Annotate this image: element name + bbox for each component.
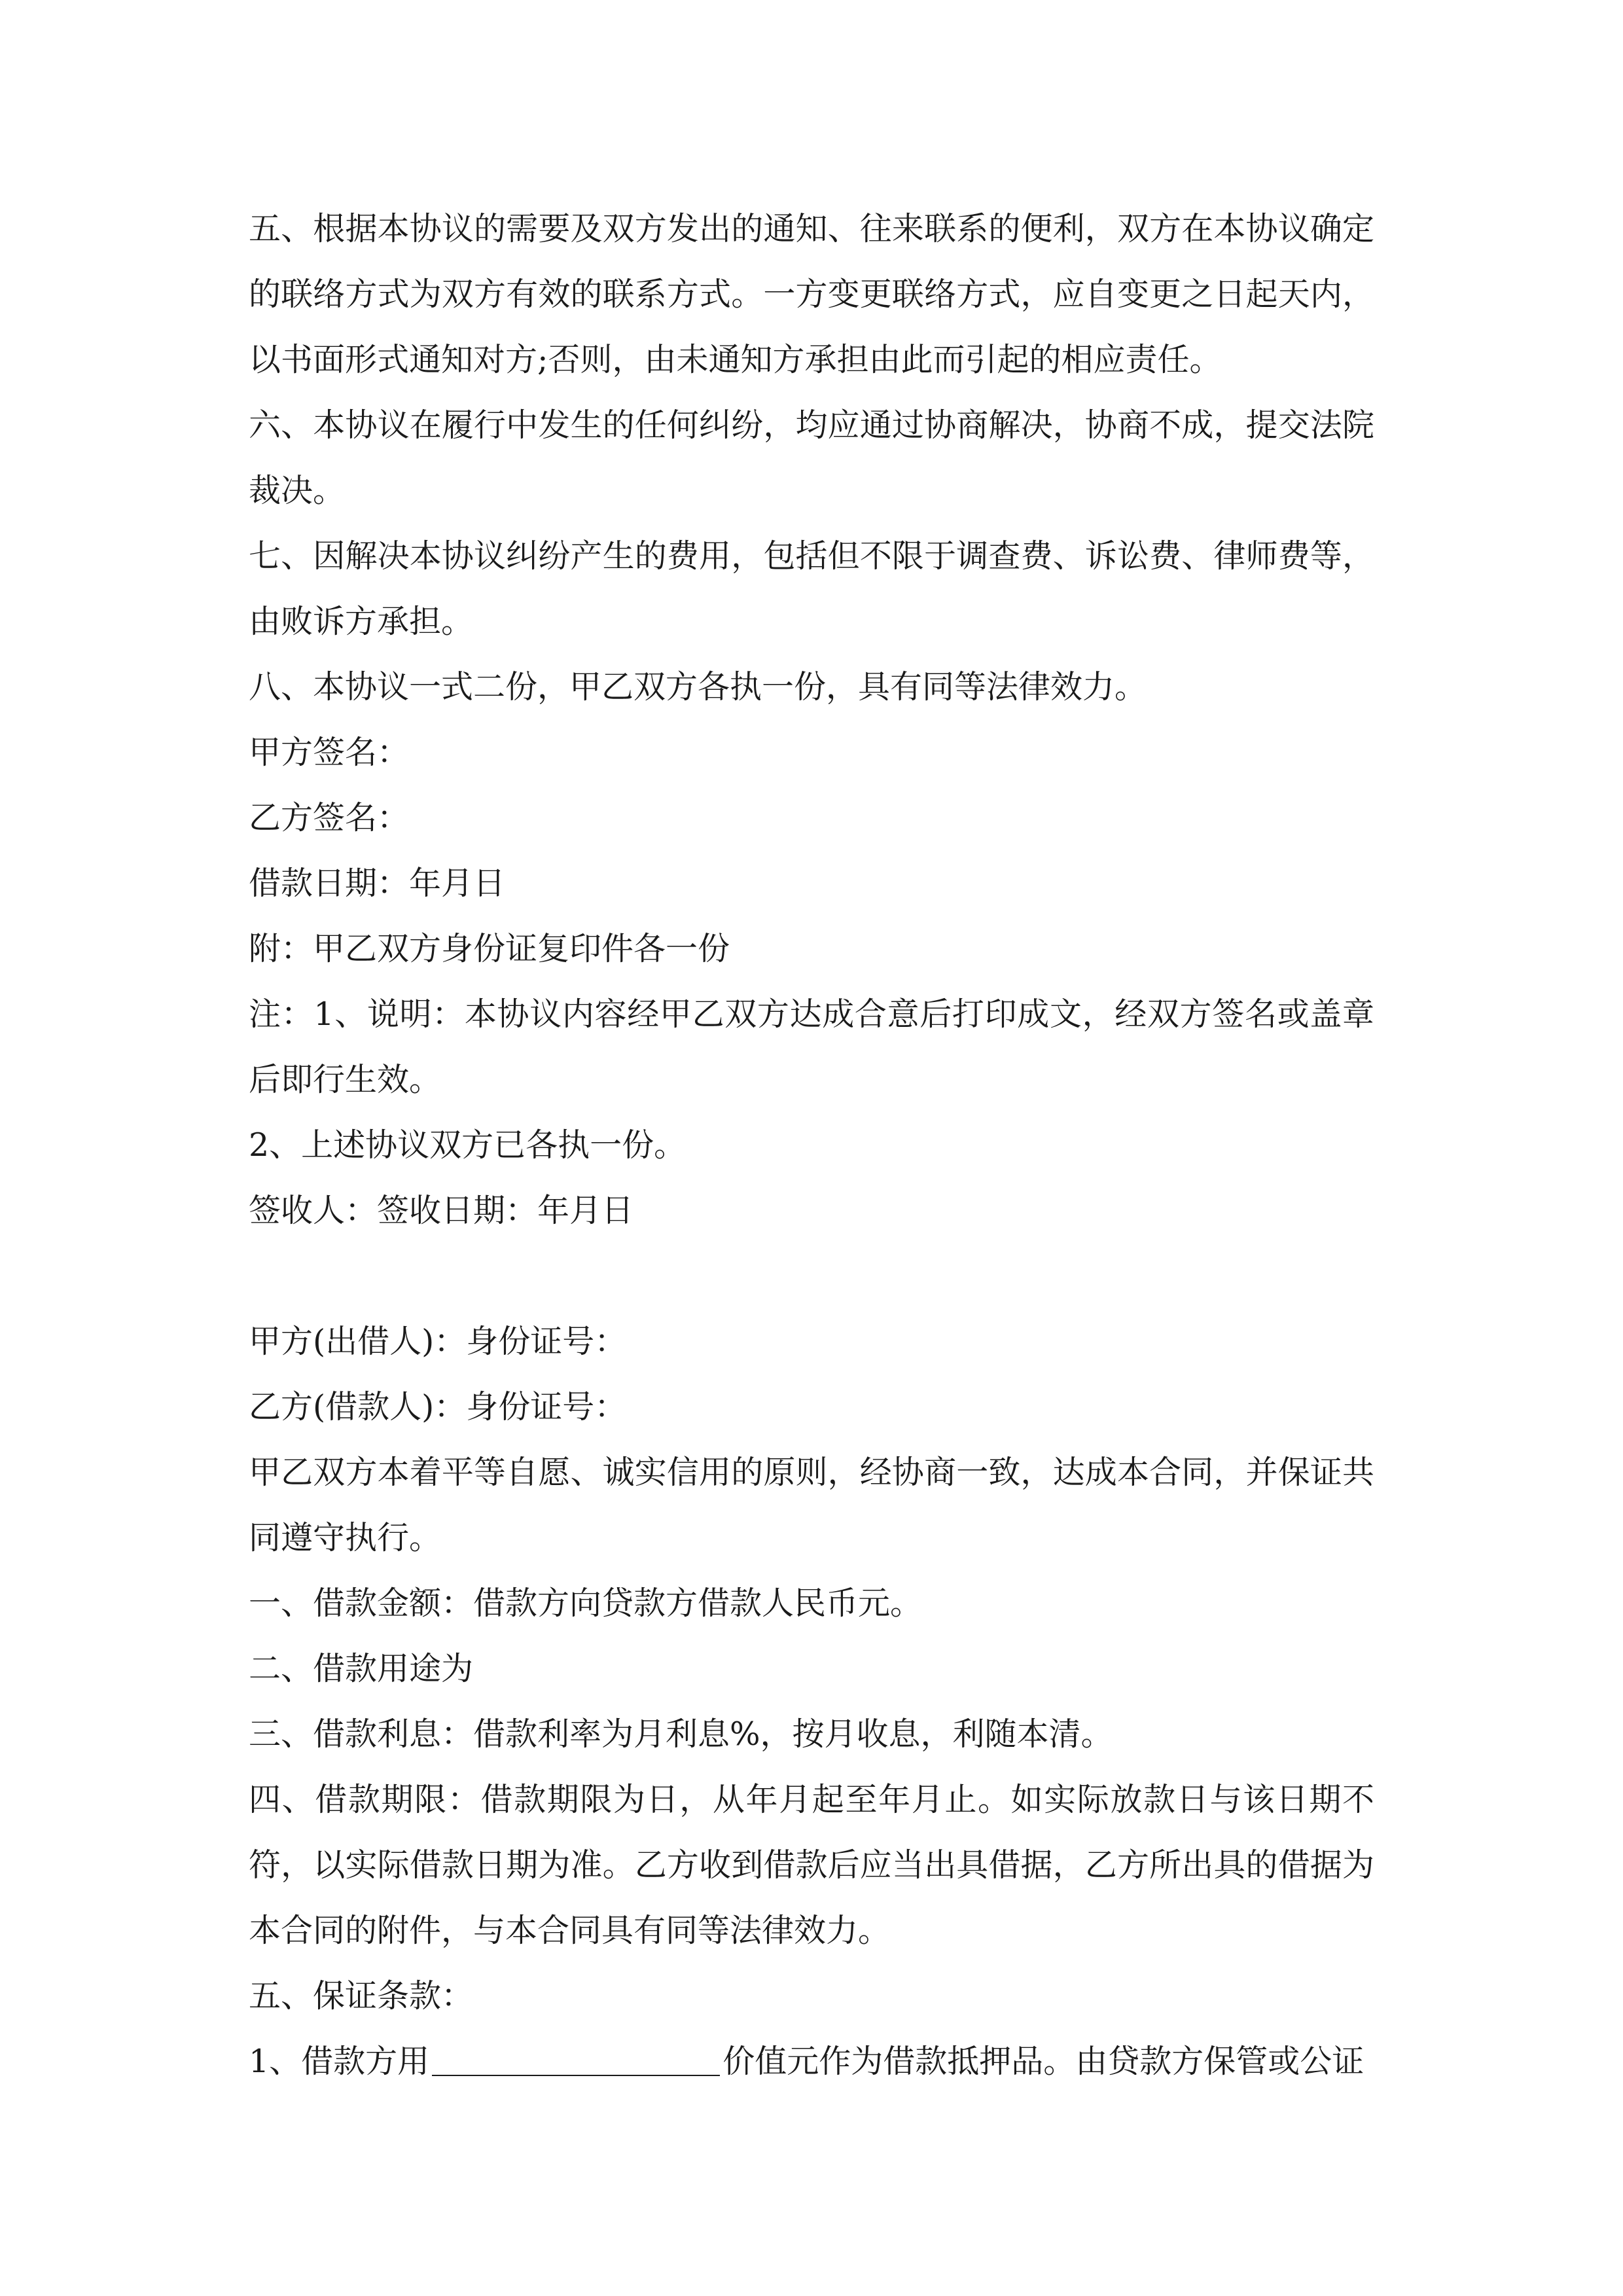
clause-5-contact: 五、根据本协议的需要及双方发出的通知、往来联系的便利，双方在本协议确定的联络方式为双方有效的联系方式。一方变更联络方式，应自变更之日起天内，以书面形式通知对方;否则，由未通知方承担由此而引起的相应责任。 <box>249 210 1374 378</box>
attachment-note: 附：甲乙双方身份证复印件各一份 <box>249 930 730 967</box>
clause-6-dispute: 六、本协议在履行中发生的任何纠纷，均应通过协商解决，协商不成，提交法院裁决。 <box>249 406 1374 509</box>
section-gap <box>249 1244 1374 1309</box>
contract-preamble: 甲乙双方本着平等自愿、诚实信用的原则，经协商一致，达成本合同，并保证共同遵守执行。 <box>249 1454 1374 1556</box>
clause-7-costs: 七、因解决本协议纠纷产生的费用，包括但不限于调查费、诉讼费、律师费等，由败诉方承担。 <box>249 537 1374 640</box>
guarantee-item-1-end: 价值元作为借款抵押品。由贷款方保管或公证 <box>722 2043 1364 2080</box>
clause-3-interest: 三、借款利息：借款利率为月利息%，按月收息，利随本清。 <box>249 1715 1113 1753</box>
guarantee-item-1 <box>249 2029 1374 2094</box>
document-body <box>249 196 1374 2094</box>
clause-2-purpose: 二、借款用途为 <box>249 1650 474 1687</box>
clause-1-amount: 一、借款金额：借款方向贷款方借款人民币元。 <box>249 1585 923 1622</box>
clause-5-guarantee: 五、保证条款： <box>249 1977 474 2015</box>
note-2: 2、上述协议双方已各执一份。 <box>249 1126 687 1164</box>
party-a-signature: 甲方签名： <box>249 734 410 771</box>
guarantee-item-1-start: 1、借款方用 <box>249 2043 430 2080</box>
fill-in-blank <box>432 2075 720 2076</box>
clause-4-term: 四、借款期限：借款期限为日，从年月起至年月止。如实际放款日与该日期不符，以实际借款日期为准。乙方收到借款后应当出具借据，乙方所出具的借据为本合同的附件，与本合同具有同等法律效力。 <box>249 1781 1374 1949</box>
party-b-borrower: 乙方(借款人)：身份证号： <box>249 1388 627 1426</box>
receipt-line: 签收人：签收日期：年月日 <box>249 1192 634 1229</box>
party-b-signature: 乙方签名： <box>249 799 410 836</box>
note-1: 注：1、说明：本协议内容经甲乙双方达成合意后打印成文，经双方签名或盖章后即行生效。 <box>249 996 1374 1098</box>
loan-date: 借款日期：年月日 <box>249 865 506 902</box>
party-a-lender: 甲方(出借人)：身份证号： <box>249 1323 627 1360</box>
clause-8-copies: 八、本协议一式二份，甲乙双方各执一份，具有同等法律效力。 <box>249 668 1147 706</box>
